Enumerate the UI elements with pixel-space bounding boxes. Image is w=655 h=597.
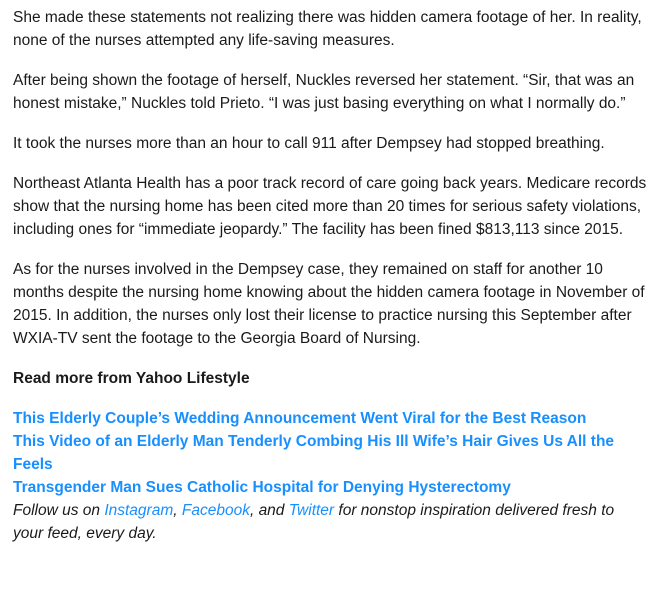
related-link-transgender-man[interactable]: Transgender Man Sues Catholic Hospital for Denying Hysterectomy [13, 479, 511, 496]
facebook-link[interactable]: Facebook [181, 502, 250, 519]
follow-us-line [13, 499, 647, 545]
paragraph-nuckles-statement: After being shown the footage of herself, Nuckles reversed her statement. “Sir, that was an honest mistake,” Nuckles told Prieto. “I was just basing everything on what I normally do.” [13, 72, 635, 112]
related-link-wedding-announcement[interactable]: This Elderly Couple’s Wedding Announcement Went Viral for the Best Reason [13, 410, 587, 427]
follow-separator-2: , and [249, 502, 289, 519]
instagram-link[interactable]: Instagram [104, 502, 174, 519]
follow-prefix: Follow us on [13, 502, 105, 519]
follow-separator-1: , [173, 502, 182, 519]
paragraph-nurses-staff: As for the nurses involved in the Dempsey case, they remained on staff for another 10 months despite the nursing home knowing about the hidden camera footage in November of 2015. In addition, the nurses only lost their license to practice nursing this September after WXIA-TV sent the footage to the Georgia Board of Nursing. [13, 261, 645, 347]
paragraph-911-call: It took the nurses more than an hour to call 911 after Dempsey had stopped breathing. [13, 135, 605, 152]
follow-suffix: for nonstop inspiration delivered fresh to your feed, every day. [13, 502, 615, 542]
twitter-link[interactable]: Twitter [288, 502, 335, 519]
paragraph-hidden-camera: She made these statements not realizing there was hidden camera footage of her. In reality, none of the nurses attempted any life-saving measures. [13, 9, 642, 49]
related-links-list [13, 407, 647, 499]
related-link-combing-hair[interactable]: This Video of an Elderly Man Tenderly Combing His Ill Wife’s Hair Gives Us All the Feels [13, 433, 615, 473]
read-more-heading: Read more from Yahoo Lifestyle [13, 370, 250, 387]
paragraph-track-record: Northeast Atlanta Health has a poor track record of care going back years. Medicare records show that the nursing home has been cited more than 20 times for serious safety violations, including ones for “immediate jeopardy.” The facility has been fined $813,113 since 2015. [13, 175, 647, 238]
